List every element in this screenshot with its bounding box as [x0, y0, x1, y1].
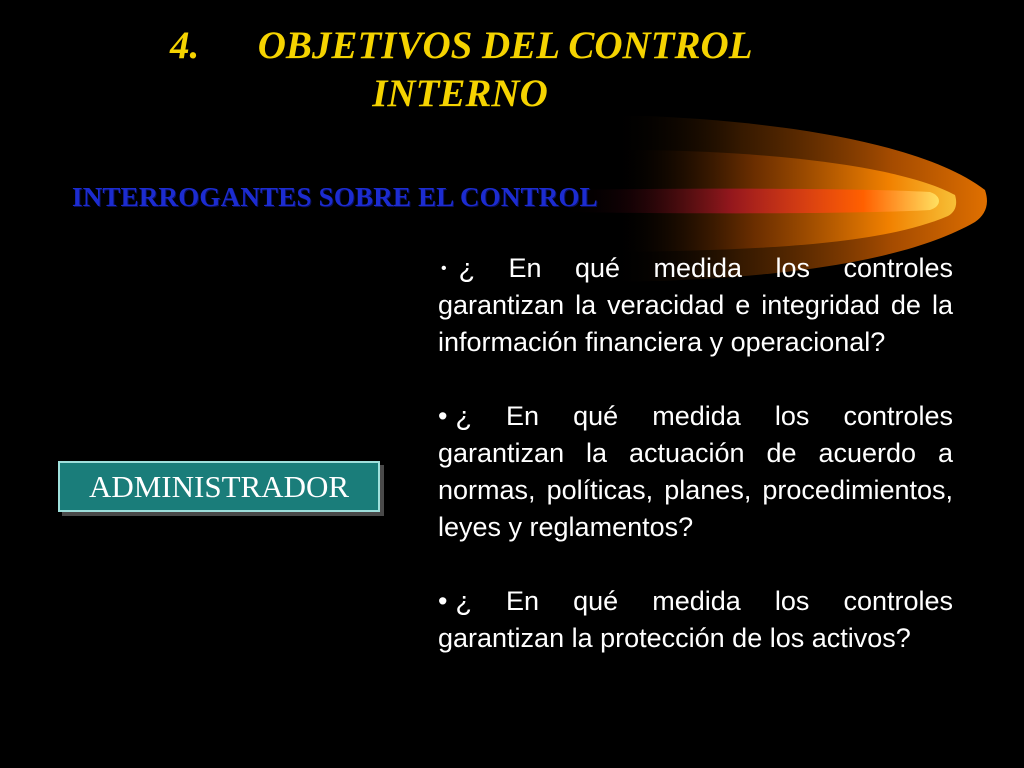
slide-title	[170, 22, 890, 118]
administrador-box: ADMINISTRADOR	[58, 461, 380, 512]
title-line-1: 4. OBJETIVOS DEL CONTROL	[170, 24, 753, 67]
question-item	[438, 398, 953, 546]
bullet-icon: •	[438, 586, 448, 616]
question-text: ¿ En qué medida los controles garantizan la veracidad e integridad de la información financiera y operacional?	[438, 253, 953, 357]
question-text: ¿ En qué medida los controles garantizan la actuación de acuerdo a normas, políticas, planes, procedimientos, leyes y reglamentos?	[438, 401, 953, 542]
question-item	[438, 583, 953, 657]
question-text: ¿ En qué medida los controles garantizan la protección de los activos?	[438, 586, 953, 653]
bullet-icon: •	[438, 401, 448, 431]
subtitle: INTERROGANTES SOBRE EL CONTROL	[72, 182, 598, 212]
question-item	[438, 250, 953, 361]
title-line-2: INTERNO	[372, 72, 548, 115]
questions-list	[438, 250, 953, 694]
bullet-icon: •	[441, 260, 447, 277]
